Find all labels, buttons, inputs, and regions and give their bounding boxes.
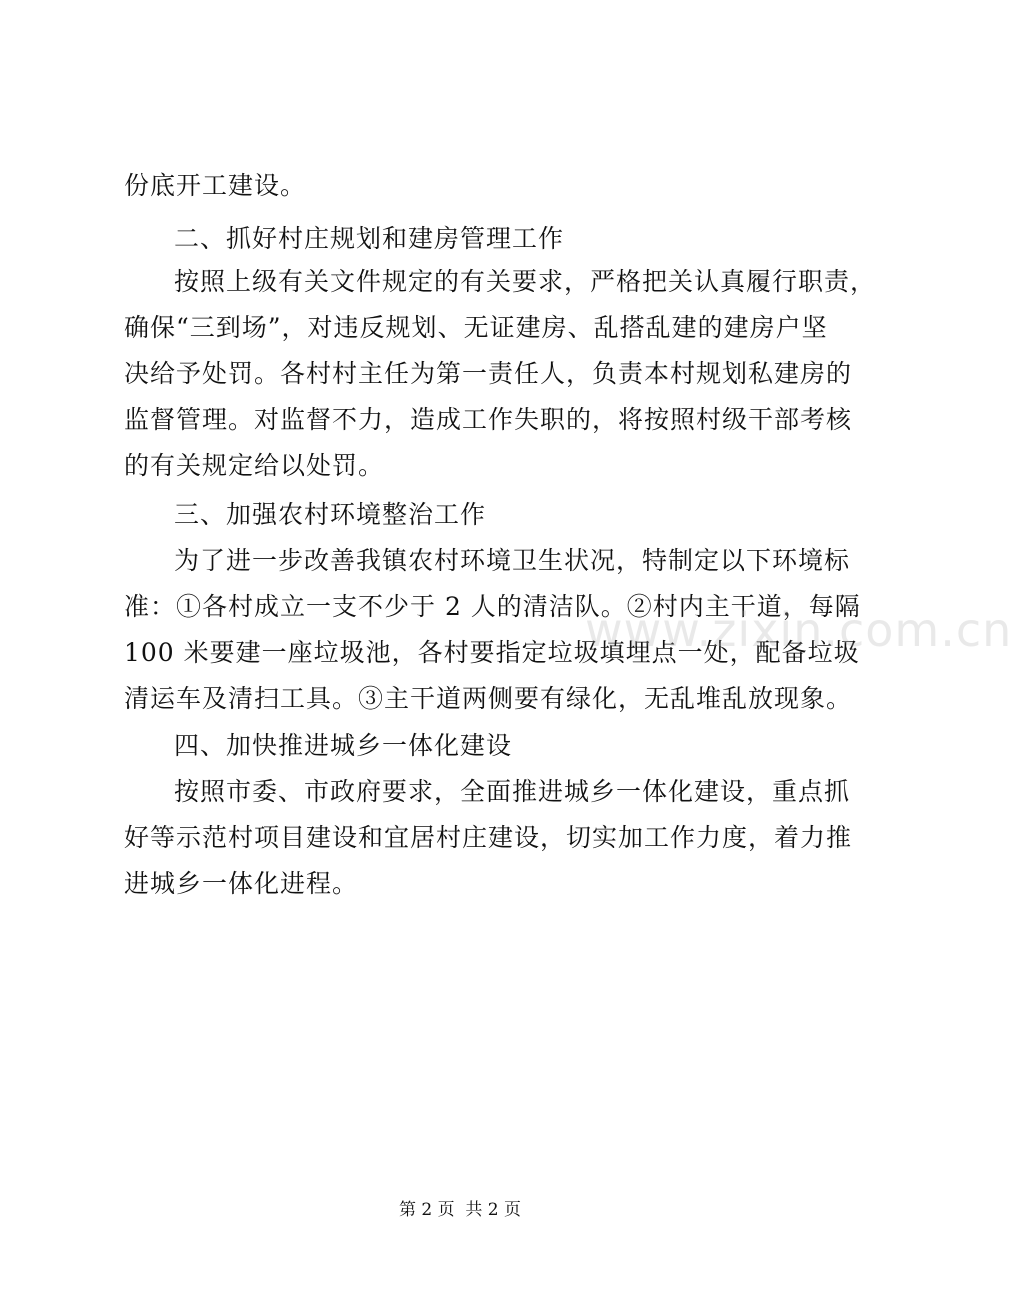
section-heading-2: 二、抓好村庄规划和建房管理工作 bbox=[174, 224, 565, 253]
section-heading-4: 四、加快推进城乡一体化建设 bbox=[174, 731, 513, 760]
paragraph-line: 按照上级有关文件规定的有关要求，严格把关认真履行职责， bbox=[174, 267, 877, 296]
page-footer: 第 2 页 共 2 页 bbox=[398, 1200, 522, 1220]
paragraph-line: 监督管理。对监督不力，造成工作失职的，将按照村级干部考核 bbox=[124, 405, 853, 434]
paragraph-line: 的有关规定给以处罚。 bbox=[124, 451, 385, 480]
paragraph-line: 清运车及清扫工具。③主干道两侧要有绿化，无乱堆乱放现象。 bbox=[124, 684, 853, 713]
paragraph-line: 为了进一步改善我镇农村环境卫生状况，特制定以下环境标 bbox=[174, 546, 851, 575]
paragraph-line: 份底开工建设。 bbox=[124, 171, 307, 200]
paragraph-line: 按照市委、市政府要求，全面推进城乡一体化建设，重点抓 bbox=[174, 777, 851, 806]
paragraph-line: 好等示范村项目建设和宜居村庄建设，切实加工作力度，着力推 bbox=[124, 823, 853, 852]
paragraph-line: 决给予处罚。各村村主任为第一责任人，负责本村规划私建房的 bbox=[124, 359, 853, 388]
paragraph-line: 准：①各村成立一支不少于 2 人的清洁队。②村内主干道，每隔 bbox=[124, 592, 861, 621]
paragraph-line: 确保“三到场”，对违反规划、无证建房、乱搭乱建的建房户坚 bbox=[124, 313, 828, 342]
paragraph-line: 进城乡一体化进程。 bbox=[124, 869, 359, 898]
section-heading-3: 三、加强农村环境整治工作 bbox=[174, 500, 487, 529]
paragraph-line: 100 米要建一座垃圾池，各村要指定垃圾填埋点一处，配备垃圾 bbox=[124, 638, 860, 667]
watermark: www.zixin.com.cn bbox=[585, 603, 1012, 657]
